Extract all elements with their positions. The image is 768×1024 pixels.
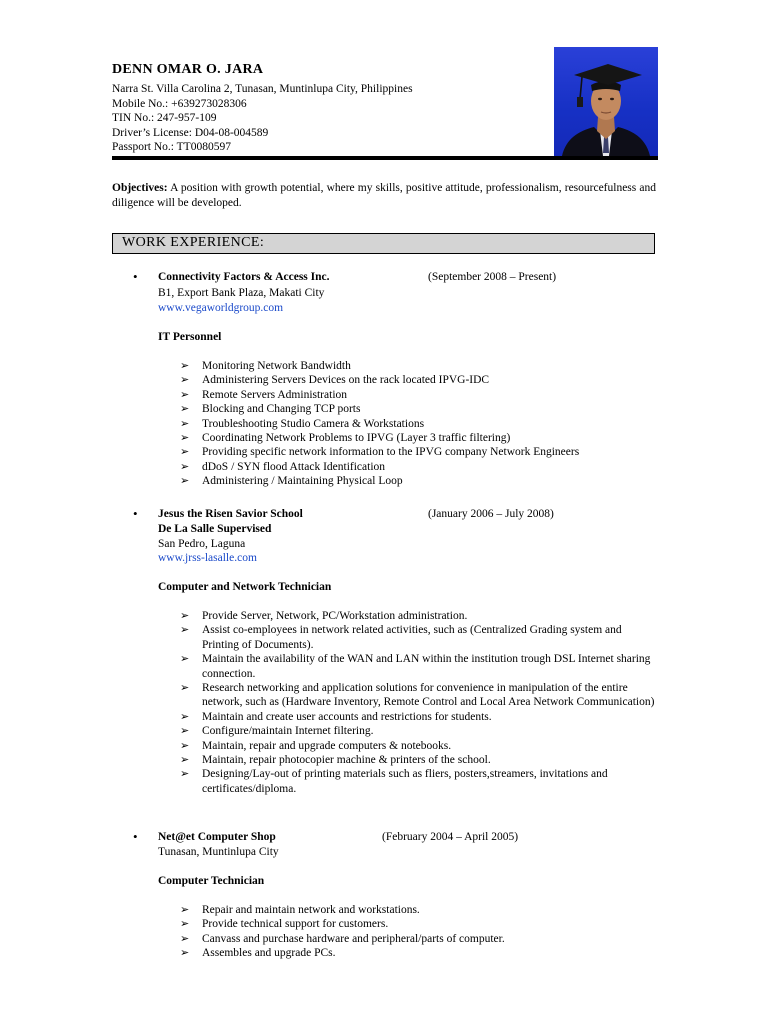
job-position: Computer Technician bbox=[158, 875, 265, 887]
job-position: IT Personnel bbox=[158, 331, 222, 343]
list-item: ➢ Maintain, repair photocopier machine & printers of the school. bbox=[180, 754, 491, 767]
list-item: ➢ Coordinating Network Problems to IPVG (Layer 3 traffic filtering) bbox=[180, 432, 511, 445]
list-item: ➢ Configure/maintain Internet filtering. bbox=[180, 725, 374, 738]
list-item: ➢ Assist co-employees in network related activities, such as (Centralized Grading system and Printing of Documents). bbox=[180, 624, 622, 651]
list-item: ➢ Providing specific network information to the IPVG company Network Engineers bbox=[180, 446, 580, 459]
list-item: ➢ dDoS / SYN flood Attack Identification bbox=[180, 460, 386, 473]
task-list bbox=[180, 359, 660, 489]
company-website-link[interactable]: www.vegaworldgroup.com bbox=[158, 302, 284, 314]
arrow-bullet-icon: ➢ bbox=[180, 653, 190, 666]
arrow-bullet-icon: ➢ bbox=[180, 932, 190, 945]
employment-period: (September 2008 – Present) bbox=[428, 271, 557, 283]
arrow-bullet-icon: ➢ bbox=[180, 403, 190, 416]
list-item: ➢ Research networking and application solutions for convenience in manipulation of the entire network, such as (Hardware Inventory, Remote Control and Local Area Network Communication) bbox=[180, 682, 655, 709]
list-item: ➢ Maintain and create user accounts and restrictions for students. bbox=[180, 710, 492, 723]
employment-period: (January 2006 – July 2008) bbox=[428, 508, 554, 520]
list-item: ➢ Provide technical support for customers. bbox=[180, 918, 389, 931]
arrow-bullet-icon: ➢ bbox=[180, 725, 190, 738]
resume-header bbox=[112, 62, 532, 155]
arrow-bullet-icon: ➢ bbox=[180, 475, 190, 488]
list-item: ➢ Monitoring Network Bandwidth bbox=[180, 360, 351, 372]
employment-period: (February 2004 – April 2005) bbox=[382, 831, 519, 843]
list-item: ➢ Provide Server, Network, PC/Workstation administration. bbox=[180, 610, 468, 622]
arrow-bullet-icon: ➢ bbox=[180, 360, 190, 372]
tin-number: TIN No.: 247-957-109 bbox=[112, 112, 217, 124]
company-name: Jesus the Risen Savior School bbox=[158, 508, 303, 520]
list-item: ➢ Designing/Lay-out of printing materials such as fliers, posters,streamers, invitations and certificates/diploma. bbox=[180, 768, 608, 795]
job-position: Computer and Network Technician bbox=[158, 581, 332, 593]
applicant-name: DENN OMAR O. JARA bbox=[112, 62, 264, 77]
passport-number: Passport No.: TT0080597 bbox=[112, 141, 231, 153]
drivers-license: Driver’s License: D04-08-004589 bbox=[112, 126, 269, 139]
applicant-photo bbox=[554, 47, 658, 156]
arrow-bullet-icon: ➢ bbox=[180, 710, 190, 723]
company-name: Net@et Computer Shop bbox=[158, 831, 276, 843]
address: Narra St. Villa Carolina 2, Tunasan, Muntinlupa City, Philippines bbox=[112, 83, 413, 95]
work-experience-heading bbox=[112, 233, 655, 254]
list-item: ➢ Maintain, repair and upgrade computers & notebooks. bbox=[180, 739, 452, 752]
list-item: ➢ Administering / Maintaining Physical Loop bbox=[180, 475, 403, 488]
arrow-bullet-icon: ➢ bbox=[180, 768, 190, 781]
list-item: ➢ Administering Servers Devices on the rack located IPVG-IDC bbox=[180, 374, 490, 387]
bullet-icon: • bbox=[133, 829, 138, 844]
arrow-bullet-icon: ➢ bbox=[180, 388, 190, 401]
task-list bbox=[180, 903, 660, 961]
arrow-bullet-icon: ➢ bbox=[180, 432, 190, 445]
company-website-link[interactable]: www.jrss-lasalle.com bbox=[158, 552, 257, 564]
arrow-bullet-icon: ➢ bbox=[180, 754, 190, 767]
bullet-icon: • bbox=[133, 506, 138, 521]
objectives-label: Objectives: bbox=[112, 182, 168, 194]
list-item: ➢ Maintain the availability of the WAN and LAN within the institution trough DSL Internet sharing connection. bbox=[180, 653, 651, 680]
list-item: ➢ Troubleshooting Studio Camera & Workstations bbox=[180, 417, 425, 430]
list-item: ➢ Assembles and upgrade PCs. bbox=[180, 947, 336, 960]
arrow-bullet-icon: ➢ bbox=[180, 918, 190, 931]
company-address: San Pedro, Laguna bbox=[158, 538, 246, 550]
list-item: ➢ Repair and maintain network and workstations. bbox=[180, 904, 420, 916]
arrow-bullet-icon: ➢ bbox=[180, 739, 190, 752]
section-title: WORK EXPERIENCE: bbox=[122, 235, 265, 250]
arrow-bullet-icon: ➢ bbox=[180, 374, 190, 387]
header-divider bbox=[112, 156, 658, 160]
company-address: B1, Export Bank Plaza, Makati City bbox=[158, 287, 325, 299]
list-item: ➢ Remote Servers Administration bbox=[180, 388, 348, 401]
arrow-bullet-icon: ➢ bbox=[180, 904, 190, 916]
objectives bbox=[112, 181, 656, 211]
arrow-bullet-icon: ➢ bbox=[180, 446, 190, 459]
task-list bbox=[180, 609, 660, 796]
company-name: Connectivity Factors & Access Inc. bbox=[158, 271, 330, 283]
company-address: Tunasan, Muntinlupa City bbox=[158, 846, 279, 858]
mobile-number: Mobile No.: +639273028306 bbox=[112, 97, 247, 110]
objectives-text: A position with growth potential, where my skills, positive attitude, professionalism, resourcefulness and diligence will be developed. bbox=[112, 182, 656, 209]
arrow-bullet-icon: ➢ bbox=[180, 624, 190, 637]
arrow-bullet-icon: ➢ bbox=[180, 682, 190, 695]
company-supervision: De La Salle Supervised bbox=[158, 523, 272, 535]
arrow-bullet-icon: ➢ bbox=[180, 460, 190, 473]
list-item: ➢ Canvass and purchase hardware and peripheral/parts of computer. bbox=[180, 932, 505, 945]
arrow-bullet-icon: ➢ bbox=[180, 417, 190, 430]
arrow-bullet-icon: ➢ bbox=[180, 947, 190, 960]
bullet-icon: • bbox=[133, 269, 138, 284]
list-item: ➢ Blocking and Changing TCP ports bbox=[180, 403, 361, 416]
arrow-bullet-icon: ➢ bbox=[180, 610, 190, 622]
